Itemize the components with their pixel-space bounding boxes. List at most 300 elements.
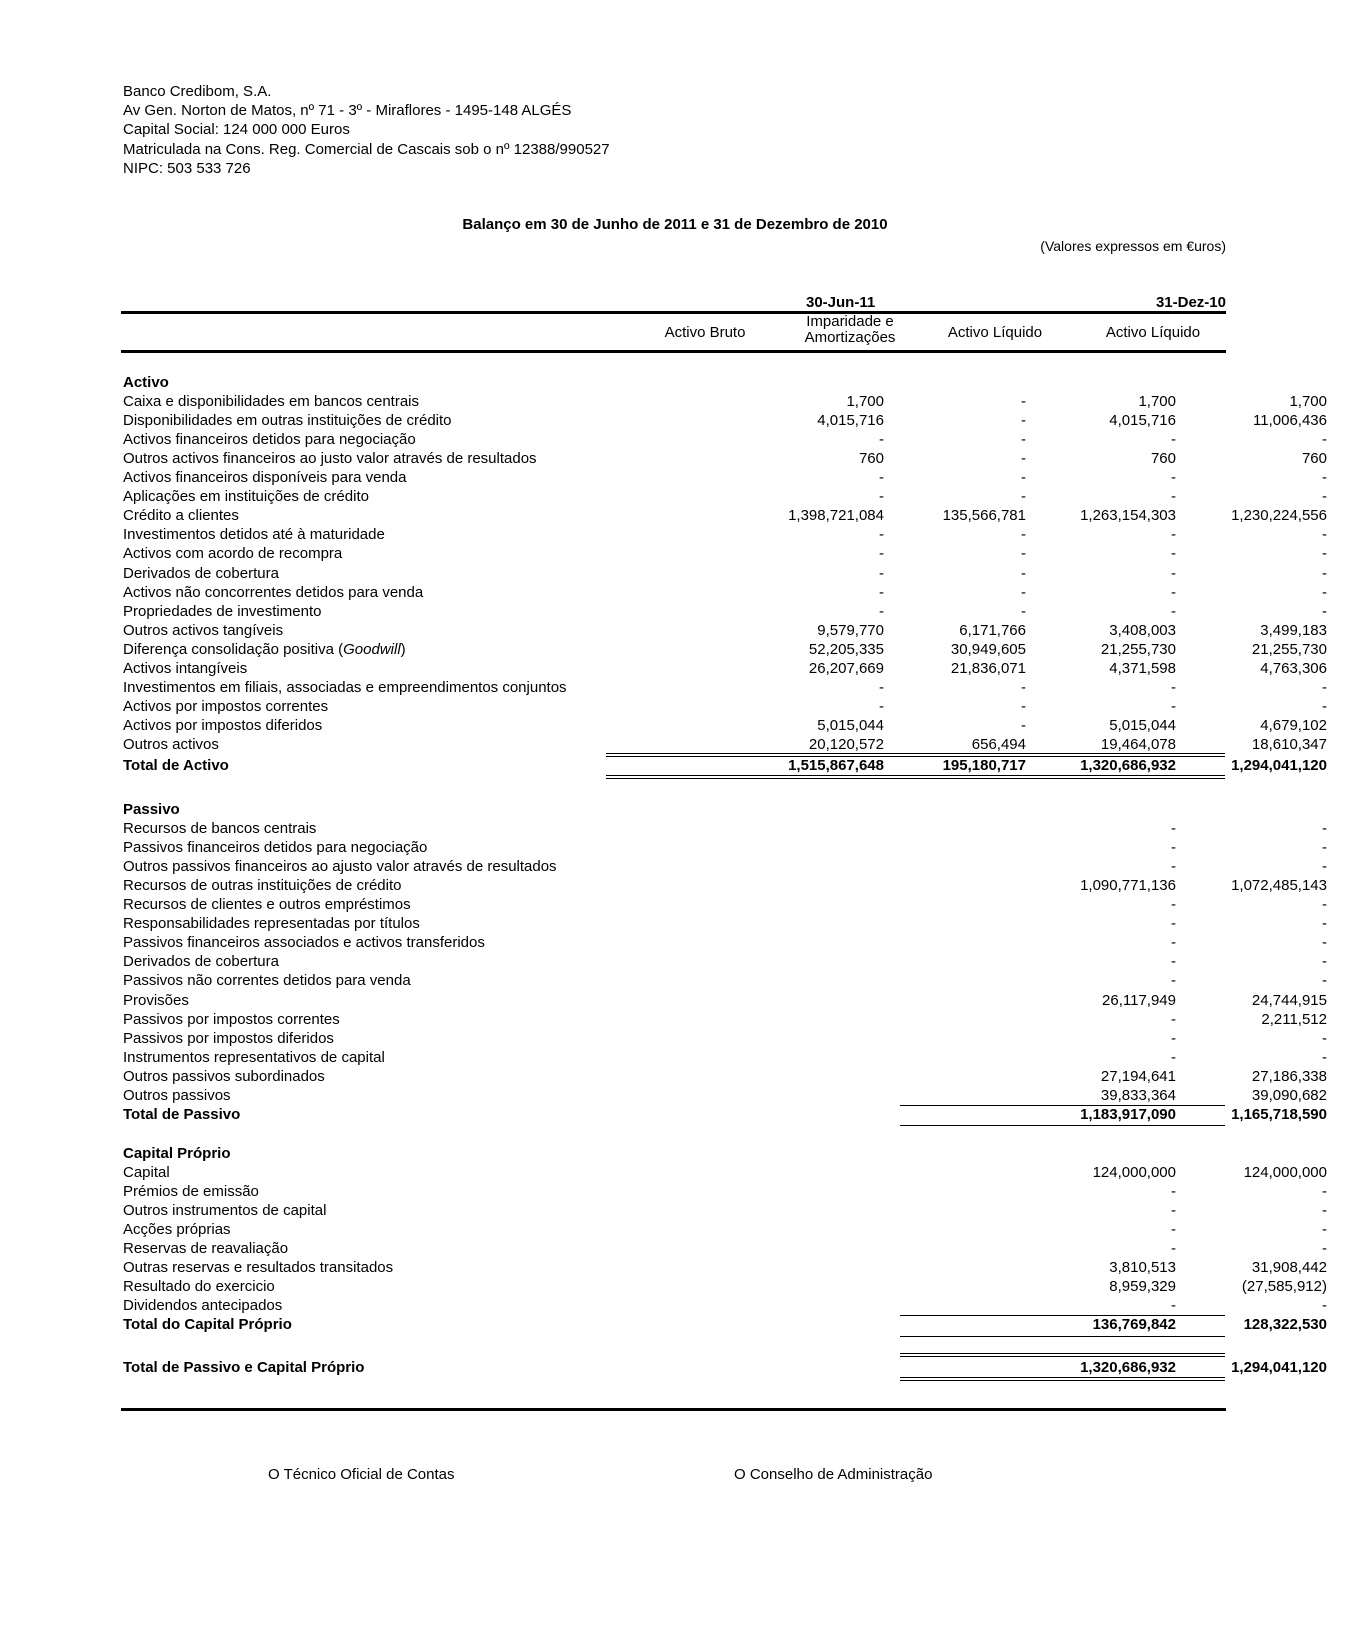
value-c4: 124,000,000 (1243, 1164, 1327, 1182)
value-c3: - (1171, 488, 1176, 506)
value-c2: - (1021, 564, 1026, 582)
value-c3: 27,194,641 (1100, 1067, 1176, 1085)
value-c3: - (1171, 839, 1176, 857)
value-c1: - (879, 583, 884, 601)
row-label (123, 1068, 325, 1085)
row-label-text: Activos com acordo de recompra (123, 545, 343, 563)
value-c2: 30,949,605 (950, 640, 1026, 658)
value-c1: - (879, 545, 884, 563)
value-c3: - (1171, 678, 1176, 696)
value-c1: 20,120,572 (808, 735, 884, 753)
value-c1: 1,398,721,084 (788, 507, 884, 525)
value-c4: 128,322,530 (1243, 1316, 1327, 1334)
row-label-text: Prémios de emissão (123, 1183, 259, 1201)
row-label (123, 934, 485, 951)
row-label (123, 488, 369, 505)
row-label-text: Acções próprias (123, 1221, 231, 1239)
value-c3: - (1171, 1029, 1176, 1047)
activo-total-bottom-rule (606, 775, 1225, 779)
table-row (123, 915, 1327, 934)
signature-accountant: O Técnico Oficial de Contas (268, 1466, 455, 1483)
row-label (123, 1316, 292, 1333)
table-row (123, 877, 1327, 896)
value-c4: 18,610,347 (1251, 735, 1327, 753)
row-label (123, 1183, 259, 1200)
row-label (123, 622, 283, 639)
table-row (123, 839, 1327, 858)
table-row (123, 393, 1327, 412)
value-c4: - (1322, 896, 1327, 914)
row-label (123, 1030, 334, 1047)
value-c4: - (1322, 934, 1327, 952)
value-c2: 135,566,781 (942, 507, 1026, 525)
value-c4: - (1322, 526, 1327, 544)
section-heading-passivo: Passivo (123, 801, 180, 818)
value-c1: 5,015,044 (817, 716, 884, 734)
value-c4: - (1322, 1029, 1327, 1047)
row-label-text: Responsabilidades representadas por títulos (123, 915, 420, 933)
value-c3: - (1171, 545, 1176, 563)
row-label (123, 584, 423, 601)
value-c3: - (1171, 934, 1176, 952)
value-c3: 1,700 (1138, 393, 1176, 411)
value-c1: - (879, 469, 884, 487)
row-label (123, 953, 279, 970)
row-label-text: Activos por impostos correntes (123, 697, 329, 715)
value-c3: 1,090,771,136 (1080, 877, 1176, 895)
grand-total-top-rule (900, 1353, 1225, 1357)
row-label (123, 507, 239, 524)
row-label (123, 858, 557, 875)
value-c2: - (1021, 678, 1026, 696)
section-heading-activo: Activo (123, 374, 169, 391)
value-c4: 760 (1301, 450, 1327, 468)
row-label-text: Total de Passivo e Capital Próprio (123, 1359, 365, 1376)
value-c3: 1,263,154,303 (1080, 507, 1176, 525)
row-label (123, 1278, 275, 1295)
total-row-activo (123, 757, 1327, 776)
row-label-text: Outros activos (123, 735, 219, 753)
row-label (123, 992, 189, 1009)
row-label-text: Total do Capital Próprio (123, 1316, 292, 1334)
table-row (123, 1029, 1327, 1049)
table-row (123, 896, 1327, 915)
col-imparidade-line1: Imparidade e (806, 313, 894, 330)
row-label (123, 1221, 231, 1238)
value-c4: 1,230,224,556 (1231, 507, 1327, 525)
value-c4: 1,700 (1289, 393, 1327, 411)
row-label (123, 641, 406, 658)
table-row (123, 545, 1327, 564)
value-c4: - (1322, 564, 1327, 582)
row-label (123, 412, 452, 429)
company-registration: Matriculada na Cons. Reg. Comercial de Cascais sob o nº 12388/990527 (123, 140, 610, 158)
table-row (123, 640, 1327, 660)
section-heading-capital: Capital Próprio (123, 1145, 231, 1162)
row-label (123, 915, 420, 932)
row-label (123, 450, 537, 467)
total-row-capital (123, 1316, 1327, 1335)
value-c1: 4,015,716 (817, 412, 884, 430)
row-label-text: Diferença consolidação positiva ( (123, 640, 344, 658)
value-c4: - (1322, 431, 1327, 449)
value-c3: 8,959,329 (1109, 1278, 1176, 1296)
company-header (123, 82, 610, 178)
value-c3: - (1171, 1202, 1176, 1220)
value-c2: - (1021, 602, 1026, 620)
value-c3: 3,408,003 (1109, 621, 1176, 639)
table-row (123, 1086, 1327, 1106)
value-c4: - (1322, 1297, 1327, 1315)
table-row (123, 1240, 1327, 1259)
grand-total-row (123, 1359, 1327, 1378)
table-row (123, 526, 1327, 545)
row-label-text: Instrumentos representativos de capital (123, 1048, 385, 1066)
value-c1: 9,579,770 (817, 621, 884, 639)
table-row (123, 934, 1327, 953)
value-c4: - (1322, 820, 1327, 838)
table-row (123, 564, 1327, 584)
row-label (123, 1106, 240, 1123)
table-row (123, 1297, 1327, 1316)
table-row (123, 621, 1327, 641)
value-c2: - (1021, 469, 1026, 487)
value-c3: - (1171, 1297, 1176, 1315)
period-2011-heading: 30-Jun-11 (806, 294, 876, 311)
value-c3: - (1171, 1240, 1176, 1258)
value-c4: 11,006,436 (1253, 412, 1327, 430)
row-label (123, 660, 247, 677)
total-row-passivo (123, 1105, 1327, 1125)
row-label-text: Disponibilidades em outras instituições de crédito (123, 412, 452, 430)
table-row (123, 991, 1327, 1011)
table-row (123, 602, 1327, 622)
row-label (123, 469, 407, 486)
value-c1: 1,700 (846, 393, 884, 411)
col-imparidade (770, 314, 930, 346)
row-label-text: Outros passivos (123, 1086, 231, 1104)
row-label-text: Outros passivos financeiros ao ajusto valor através de resultados (123, 858, 557, 876)
table-row (123, 583, 1327, 603)
value-c3: - (1171, 469, 1176, 487)
value-c3: - (1171, 431, 1176, 449)
row-label (123, 565, 279, 582)
value-c4: - (1322, 1221, 1327, 1239)
row-label-text: Caixa e disponibilidades em bancos centrais (123, 393, 420, 411)
value-c3: 4,371,598 (1109, 659, 1176, 677)
footer-rule (121, 1408, 1226, 1411)
table-row (123, 431, 1327, 450)
value-c4: (27,585,912) (1241, 1278, 1327, 1296)
table-row (123, 469, 1327, 488)
value-c1: - (879, 602, 884, 620)
value-c3: 4,015,716 (1109, 412, 1176, 430)
row-label-text: Outros instrumentos de capital (123, 1202, 327, 1220)
value-c3: 760 (1150, 450, 1176, 468)
row-label (123, 877, 401, 894)
value-c2: - (1021, 393, 1026, 411)
units-note: (Valores expressos em €uros) (1040, 238, 1226, 254)
signature-board: O Conselho de Administração (734, 1466, 933, 1483)
row-label-text: Total de Passivo (123, 1105, 241, 1123)
value-c4: - (1322, 839, 1327, 857)
value-c4: - (1322, 972, 1327, 990)
value-c1: - (879, 431, 884, 449)
row-label-text: Outros passivos subordinados (123, 1067, 325, 1085)
table-row (123, 697, 1327, 717)
company-address: Av Gen. Norton de Matos, nº 71 - 3º - Miraflores - 1495-148 ALGÉS (123, 102, 572, 120)
row-label-text: Dividendos antecipados (123, 1297, 283, 1315)
value-c3: 21,255,730 (1100, 640, 1176, 658)
col-activo-liquido-2010: Activo Líquido (1105, 324, 1201, 341)
row-label (123, 1011, 340, 1028)
row-label-text: Activos financeiros detidos para negociação (123, 431, 416, 449)
table-row (123, 1183, 1327, 1202)
value-c1: 26,207,669 (808, 659, 884, 677)
row-label-text: Activos não concorrentes detidos para venda (123, 583, 424, 601)
row-label-text: Investimentos em filiais, associadas e empreendimentos conjuntos (123, 678, 567, 696)
table-row (123, 1010, 1327, 1030)
value-c3: 1,320,686,932 (1080, 757, 1176, 774)
row-label-text: Aplicações em instituições de crédito (123, 488, 369, 506)
value-c4: 27,186,338 (1251, 1067, 1327, 1085)
grand-total-bottom-rule (900, 1377, 1225, 1381)
value-c4: 24,744,915 (1251, 991, 1327, 1009)
table-row (123, 1259, 1327, 1278)
row-label (123, 698, 328, 715)
value-c2: - (1021, 545, 1026, 563)
value-c4: 3,499,183 (1260, 621, 1327, 639)
value-c1: 760 (858, 450, 884, 468)
row-label (123, 972, 411, 989)
row-label (123, 526, 385, 543)
value-c1: - (879, 564, 884, 582)
header-top-rule (121, 311, 1226, 314)
value-c1: 52,205,335 (808, 640, 884, 658)
value-c4: - (1322, 915, 1327, 933)
value-c1: 1,515,867,648 (788, 757, 884, 774)
value-c4: 31,908,442 (1251, 1259, 1327, 1277)
row-label (123, 1359, 364, 1376)
value-c2: - (1021, 450, 1026, 468)
row-label-text: Resultado do exercicio (123, 1278, 275, 1296)
value-c3: 1,320,686,932 (1080, 1359, 1176, 1376)
value-c3: 19,464,078 (1100, 735, 1176, 753)
table-row (123, 716, 1327, 736)
row-label-text: Passivos por impostos correntes (123, 1010, 340, 1028)
value-c3: - (1171, 564, 1176, 582)
table-row (123, 659, 1327, 679)
value-c4: 1,294,041,120 (1231, 757, 1327, 774)
row-label-text: Passivos financeiros associados e activos transferidos (123, 934, 485, 952)
value-c4: 1,294,041,120 (1231, 1359, 1327, 1376)
value-c3: - (1171, 972, 1176, 990)
value-c1: - (879, 488, 884, 506)
value-c1: - (879, 526, 884, 544)
table-row (123, 953, 1327, 972)
value-c4: - (1322, 1048, 1327, 1066)
value-c3: 39,833,364 (1100, 1086, 1176, 1104)
table-row (123, 1164, 1327, 1183)
row-label-text: Derivados de cobertura (123, 564, 279, 582)
row-label (123, 839, 427, 856)
row-label-text: Total de Activo (123, 757, 229, 774)
table-row (123, 678, 1327, 698)
row-label-text: Activos por impostos diferidos (123, 716, 323, 734)
table-row (123, 450, 1327, 469)
col-imparidade-line2: Amortizações (804, 329, 896, 346)
value-c4: - (1322, 1183, 1327, 1201)
value-c4: 1,072,485,143 (1231, 877, 1327, 895)
value-c1: - (879, 697, 884, 715)
row-label-text: Outros activos tangíveis (123, 621, 284, 639)
value-c4: 2,211,512 (1261, 1010, 1327, 1028)
value-c4: 4,763,306 (1260, 659, 1327, 677)
company-name: Banco Credibom, S.A. (123, 83, 272, 100)
capital-total-bottom-rule (900, 1336, 1225, 1337)
row-label-text: Recursos de bancos centrais (123, 820, 317, 838)
row-label-text: Outras reservas e resultados transitados (123, 1259, 394, 1277)
value-c3: - (1171, 896, 1176, 914)
table-row (123, 820, 1327, 839)
passivo-total-bottom-rule (900, 1125, 1225, 1126)
row-label-end: ) (400, 640, 406, 658)
value-c2: - (1021, 583, 1026, 601)
row-label-italic: Goodwill (343, 640, 401, 658)
value-c4: - (1322, 545, 1327, 563)
value-c3: - (1171, 858, 1176, 876)
value-c3: - (1171, 583, 1176, 601)
value-c3: - (1171, 1048, 1176, 1066)
value-c4: - (1322, 953, 1327, 971)
value-c4: - (1322, 488, 1327, 506)
value-c4: - (1322, 1202, 1327, 1220)
value-c4: - (1322, 469, 1327, 487)
table-row (123, 412, 1327, 431)
row-label-text: Passivos não correntes detidos para venda (123, 972, 411, 990)
value-c4: - (1322, 1240, 1327, 1258)
value-c4: - (1322, 602, 1327, 620)
value-c2: - (1021, 412, 1026, 430)
row-label-text: Passivos por impostos diferidos (123, 1029, 334, 1047)
table-row (123, 858, 1327, 877)
value-c3: - (1171, 1221, 1176, 1239)
table-row (123, 1221, 1327, 1240)
value-c3: - (1171, 697, 1176, 715)
value-c4: 1,165,718,590 (1231, 1105, 1327, 1123)
row-label (123, 393, 419, 410)
company-nipc: NIPC: 503 533 726 (123, 159, 251, 177)
value-c3: - (1171, 1183, 1176, 1201)
row-label-text: Capital (123, 1164, 170, 1182)
row-label (123, 603, 321, 620)
row-label-text: Provisões (123, 991, 189, 1009)
value-c4: - (1322, 697, 1327, 715)
value-c3: - (1171, 1010, 1176, 1028)
company-capital: Capital Social: 124 000 000 Euros (123, 121, 350, 139)
value-c4: - (1322, 583, 1327, 601)
value-c4: - (1322, 858, 1327, 876)
value-c3: - (1171, 953, 1176, 971)
value-c3: - (1171, 915, 1176, 933)
value-c3: - (1171, 526, 1176, 544)
row-label (123, 717, 322, 734)
value-c2: - (1021, 697, 1026, 715)
document-title: Balanço em 30 de Junho de 2011 e 31 de Dezembro de 2010 (462, 216, 888, 233)
row-label-text: Recursos de outras instituições de crédito (123, 877, 402, 895)
row-label (123, 1087, 231, 1104)
row-label (123, 757, 229, 774)
table-row (123, 1067, 1327, 1087)
value-c3: 5,015,044 (1109, 716, 1176, 734)
value-c2: - (1021, 526, 1026, 544)
row-label (123, 896, 411, 913)
value-c3: - (1171, 602, 1176, 620)
row-label-text: Activos financeiros disponíveis para venda (123, 469, 407, 487)
row-label (123, 1297, 282, 1314)
row-label-text: Reservas de reavaliação (123, 1240, 289, 1258)
table-row (123, 1048, 1327, 1068)
row-label-text: Propriedades de investimento (123, 602, 322, 620)
value-c3: 1,183,917,090 (1080, 1105, 1176, 1123)
row-label (123, 1164, 170, 1181)
value-c2: 195,180,717 (942, 757, 1026, 774)
row-label (123, 431, 416, 448)
value-c2: - (1021, 488, 1026, 506)
row-label (123, 1259, 393, 1276)
row-label-text: Activos intangíveis (123, 659, 248, 677)
value-c2: 6,171,766 (959, 621, 1026, 639)
value-c2: - (1021, 431, 1026, 449)
value-c3: 124,000,000 (1092, 1164, 1176, 1182)
value-c2: 656,494 (971, 735, 1026, 753)
value-c3: 136,769,842 (1092, 1316, 1176, 1334)
value-c1: - (879, 678, 884, 696)
col-activo-liquido-2011: Activo Líquido (947, 324, 1043, 341)
value-c2: 21,836,071 (950, 659, 1026, 677)
row-label-text: Outros activos financeiros ao justo valor através de resultados (123, 450, 537, 468)
row-label-text: Investimentos detidos até à maturidade (123, 526, 385, 544)
row-label-text: Derivados de cobertura (123, 953, 279, 971)
value-c4: - (1322, 678, 1327, 696)
value-c3: 3,810,513 (1109, 1259, 1176, 1277)
row-label-text: Recursos de clientes e outros empréstimos (123, 896, 411, 914)
value-c4: 39,090,682 (1251, 1086, 1327, 1104)
period-2010-heading: 31-Dez-10 (1155, 294, 1226, 311)
row-label (123, 679, 567, 696)
row-label-text: Passivos financeiros detidos para negociação (123, 839, 428, 857)
col-activo-bruto: Activo Bruto (664, 324, 746, 341)
row-label (123, 820, 316, 837)
row-label (123, 1049, 385, 1066)
value-c4: 4,679,102 (1260, 716, 1327, 734)
row-label (123, 1202, 326, 1219)
row-label (123, 545, 342, 562)
value-c3: 26,117,949 (1102, 991, 1176, 1009)
value-c3: - (1171, 820, 1176, 838)
value-c2: - (1021, 716, 1026, 734)
table-row (123, 1278, 1327, 1297)
header-bottom-rule (121, 350, 1226, 353)
table-row (123, 972, 1327, 991)
table-row (123, 488, 1327, 507)
table-row (123, 507, 1327, 526)
row-label (123, 1240, 288, 1257)
table-row (123, 1202, 1327, 1221)
row-label-text: Crédito a clientes (123, 507, 239, 525)
row-label (123, 736, 219, 753)
value-c4: 21,255,730 (1251, 640, 1327, 658)
